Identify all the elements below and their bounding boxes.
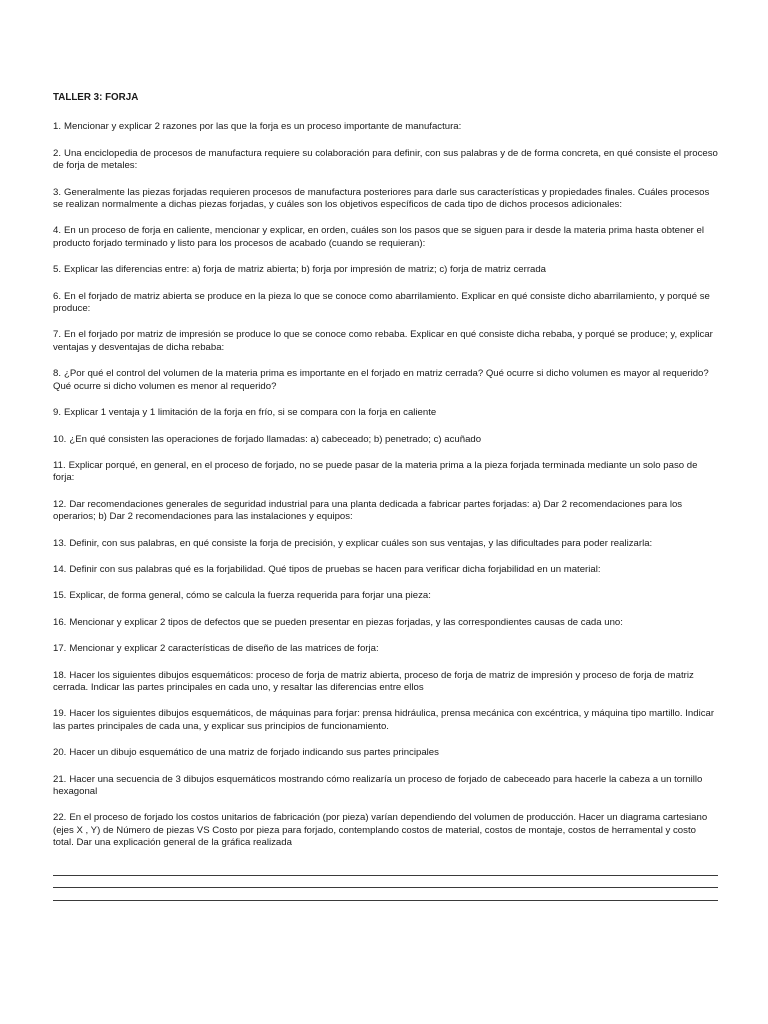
- question-text: Explicar 1 ventaja y 1 limitación de la forja en frío, si se compara con la forja en caliente: [64, 407, 437, 419]
- question-text: Una enciclopedia de procesos de manufactura requiere su colaboración para definir, con sus palabras y de de forma concreta, en qué consiste el proceso de forja de metales:: [53, 147, 718, 172]
- question-text: Hacer los siguientes dibujos esquemáticos: proceso de forja de matriz abierta, proceso de forja de matriz de impresión y proceso de forja de matriz cerrada. Indicar las partes principales en cada uno, y resaltar las diferencias entre ellos: [53, 669, 694, 693]
- answer-line: [53, 864, 718, 876]
- question-1: [53, 121, 718, 133]
- question-17: [53, 643, 718, 655]
- question-number: 21.: [53, 773, 67, 785]
- question-number: 1.: [53, 121, 62, 133]
- question-text: Hacer los siguientes dibujos esquemáticos, de máquinas para forjar: prensa hidráulica, prensa mecánica con excéntrica, y máquina tipo martillo. Indicar las partes principales de cada una, y explicar sus principios de funcionamiento.: [53, 708, 715, 732]
- answer-line: [53, 876, 718, 888]
- question-text: En el forjado por matriz de impresión se produce lo que se conoce como rebaba. Explicar en qué consiste dicha rebaba, y porqué se produce; y, explicar ventajas y desventajas de dicha rebaba:: [53, 329, 713, 353]
- question-number: 10.: [53, 433, 67, 445]
- question-text: Explicar las diferencias entre: a) forja de matriz abierta; b) forja por impresión de matriz; c) forja de matriz cerrada: [64, 264, 547, 276]
- question-text: Explicar, de forma general, cómo se calcula la fuerza requerida para forjar una pieza:: [69, 590, 431, 602]
- page-title: TALLER 3: FORJA: [53, 92, 139, 103]
- question-number: 18.: [53, 669, 67, 681]
- question-number: 14.: [53, 563, 67, 575]
- question-number: 4.: [53, 225, 62, 237]
- question-8: [53, 368, 718, 393]
- question-number: 11.: [53, 459, 66, 471]
- question-13: [53, 538, 718, 550]
- question-number: 17.: [53, 643, 67, 655]
- question-text: En el forjado de matriz abierta se produce en la pieza lo que se conoce como abarrilamiento. Explicar en qué consiste dicho abarrilamiento, y porqué se produce:: [53, 290, 710, 315]
- answer-lines: [53, 864, 718, 901]
- question-text: Hacer una secuencia de 3 dibujos esquemáticos mostrando cómo realizaría un proceso de forjado de cabeceado para hacerle la cabeza a un tornillo hexagonal: [53, 773, 703, 797]
- question-text: En un proceso de forja en caliente, mencionar y explicar, en orden, cuáles son los pasos que se siguen para ir desde la materia prima hasta obtener el producto forjado terminado y listo para los procesos de acabado (cuando se requieran):: [53, 225, 704, 249]
- question-number: 5.: [53, 264, 62, 276]
- question-3: [53, 187, 718, 212]
- question-2: [53, 148, 718, 173]
- question-14: [53, 564, 718, 576]
- question-22: [53, 812, 718, 849]
- question-number: 3.: [53, 186, 62, 198]
- question-text: ¿En qué consisten las operaciones de forjado llamadas: a) cabeceado; b) penetrado; c) acuñado: [69, 433, 482, 445]
- document-content: [53, 92, 718, 901]
- question-number: 6.: [53, 290, 62, 302]
- question-number: 9.: [53, 407, 62, 419]
- question-text: ¿Por qué el control del volumen de la materia prima es importante en el forjado en matriz cerrada? Qué ocurre si dicho volumen es mayor al requerido? Qué ocurre si dicho volumen es menor al requerido?: [53, 368, 709, 392]
- question-4: [53, 225, 718, 250]
- question-number: 16.: [53, 616, 67, 628]
- question-text: Dar recomendaciones generales de seguridad industrial para una planta dedicada a fabricar partes forjadas: a) Dar 2 recomendaciones para los operarios; b) Dar 2 recomendaciones para las instalaciones y equipos:: [53, 498, 683, 523]
- question-20: [53, 747, 718, 759]
- question-number: 15.: [53, 590, 67, 602]
- question-text: Definir, con sus palabras, en qué consiste la forja de precisión, y explicar cuáles son sus ventajas, y las dificultades para poder realizarla:: [69, 537, 653, 549]
- question-12: [53, 499, 718, 524]
- question-number: 8.: [53, 368, 62, 380]
- question-text: Mencionar y explicar 2 características de diseño de las matrices de forja:: [69, 643, 379, 655]
- question-number: 20.: [53, 747, 67, 759]
- question-text: Generalmente las piezas forjadas requieren procesos de manufactura posteriores para darle sus características y propiedades finales. Cuáles procesos se realizan normalmente a dichas piezas forjadas, y cuáles son los objetivos específicos de cada tipo de dichos procesos adicionales:: [53, 186, 710, 211]
- question-number: 13.: [53, 537, 67, 549]
- question-number: 12.: [53, 498, 67, 510]
- question-number: 22.: [53, 812, 67, 824]
- answer-line: [53, 888, 718, 900]
- question-19: [53, 708, 718, 733]
- question-number: 2.: [53, 147, 62, 159]
- question-11: [53, 460, 718, 485]
- question-text: Mencionar y explicar 2 tipos de defectos que se pueden presentar en piezas forjadas, y las correspondientes causas de cada uno:: [69, 616, 623, 628]
- question-text: En el proceso de forjado los costos unitarios de fabricación (por pieza) varían dependiendo del volumen de producción. Hacer un diagrama cartesiano (ejes X , Y) de Número de piezas VS Costo por pieza para forjado, contemplando costos de material, costos de montaje, costos de herramental y costo total. Dar una explicación general de la gráfica realizada: [53, 812, 708, 849]
- question-7: [53, 329, 718, 354]
- question-15: [53, 590, 718, 602]
- question-text: Explicar porqué, en general, en el proceso de forjado, no se puede pasar de la materia prima a la pieza forjada terminada mediante un solo paso de forja:: [53, 459, 698, 484]
- question-number: 7.: [53, 329, 62, 341]
- question-10: [53, 434, 718, 446]
- question-18: [53, 670, 718, 695]
- question-16: [53, 617, 718, 629]
- question-21: [53, 774, 718, 799]
- question-5: [53, 264, 718, 276]
- question-text: Mencionar y explicar 2 razones por las que la forja es un proceso importante de manufactura:: [64, 121, 462, 133]
- question-9: [53, 407, 718, 419]
- question-text: Hacer un dibujo esquemático de una matriz de forjado indicando sus partes principales: [69, 747, 439, 759]
- question-text: Definir con sus palabras qué es la forjabilidad. Qué tipos de pruebas se hacen para verificar dicha forjabilidad en un material:: [69, 563, 601, 575]
- question-6: [53, 291, 718, 316]
- question-number: 19.: [53, 708, 67, 720]
